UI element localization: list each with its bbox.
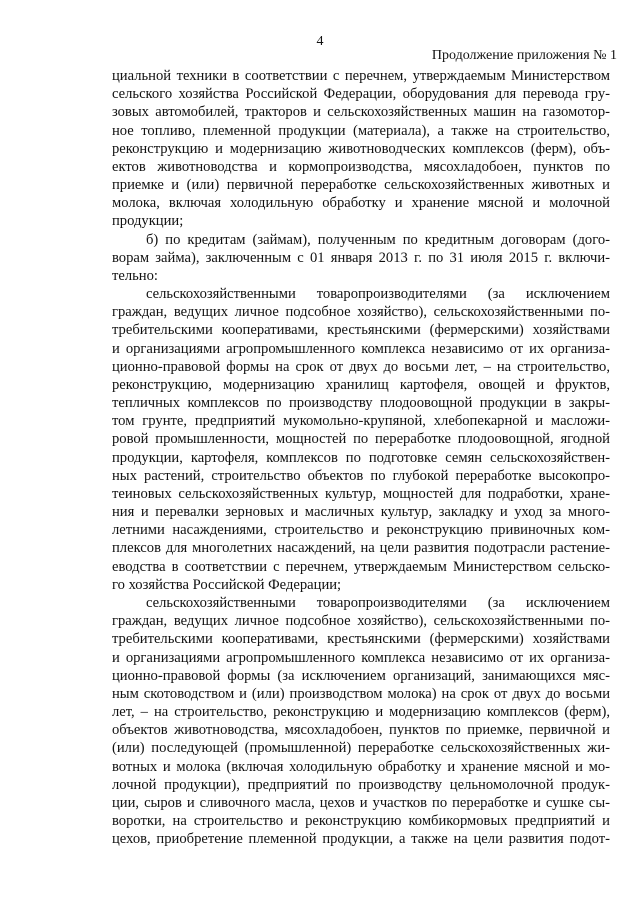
text-line: ния и перевалки зерновых и масличных культур, закладку и уход за много- [112, 504, 610, 521]
text-line: сельскохозяйственными товаропроизводителями (за исключением [146, 594, 610, 611]
text-line: воротки, на строительство и реконструкцию комбикормовых предприятий и [112, 813, 610, 830]
text-line: ционно-правовой формы (за исключением организаций, занимающихся мяс- [112, 667, 610, 684]
text-line: объектов животноводства, мясохладобоен, пунктов по приемке, первичной и [112, 722, 610, 739]
text-line: плексов для многолетних насаждений, на цели развития подотрасли растение- [112, 540, 610, 557]
text-line: требительскими кооперативами, крестьянскими (фермерскими) хозяйствами [112, 322, 610, 339]
text-line: ровой промышленности, мощностей по переработке плодоовощной, ягодной [112, 431, 610, 448]
text-line: го хозяйства Российской Федерации; [112, 576, 342, 593]
text-line: и организациями агропромышленного комплекса независимо от их организа- [112, 340, 610, 357]
text-line: еводства в соответствии с перечнем, утверждаемым Министерством сельско- [112, 558, 610, 575]
text-line: граждан, ведущих личное подсобное хозяйство), сельскохозяйственными по- [112, 304, 610, 321]
text-line: ное топливо, племенной продукции (материала), а также на строительство, [112, 122, 610, 139]
appendix-label: Продолжение приложения № 1 [431, 48, 617, 63]
text-line: лочной продукции), предприятий по производству цельномолочной продук- [112, 776, 610, 793]
text-line: вотных и молока (включая холодильную обработку и хранение мясной и мо- [112, 758, 610, 775]
text-line: ным скотоводством и (или) производством молока) на срок от двух до восьми [112, 685, 610, 702]
text-line: тельно: [112, 267, 158, 284]
text-line: (или) последующей (промышленной) переработке сельскохозяйственных жи- [112, 740, 610, 757]
text-line: теиновых сельскохозяйственных культур, мощностей для подработки, хране- [112, 485, 610, 502]
text-line: граждан, ведущих личное подсобное хозяйство), сельскохозяйственными по- [112, 613, 610, 630]
text-line: сельскохозяйственными товаропроизводителями (за исключением [146, 286, 610, 303]
text-line: продукции; [112, 213, 184, 230]
text-line: ционно-правовой формы на срок от двух до восьми лет, – на строительство, [112, 358, 610, 375]
text-line: и организациями агропромышленного комплекса независимо от их организа- [112, 649, 610, 666]
text-line: том грунте, предприятий мукомольно-крупяной, хлебопекарной и масложи- [112, 413, 610, 430]
text-line: циальной техники в соответствии с перечнем, утверждаемым Министерством [112, 68, 610, 84]
text-line: тепличных комплексов по производству плодоовощной продукции в закры- [112, 395, 610, 412]
text-line: ции, сыров и сливочного масла, цехов и участков по переработке и сушке сы- [112, 794, 610, 811]
text-line: молока, включая холодильную обработку и хранение мясной и молочной [112, 195, 610, 212]
text-line: цехов, приобретение племенной продукции, а также на цели развития подот- [112, 831, 610, 848]
text-line: летними насаждениями, строительство и реконструкцию привиночных ком- [112, 522, 610, 539]
text-line: ных растений, строительство объектов по глубокой переработке высокопро- [112, 467, 610, 484]
text-line: реконструкцию и модернизацию животноводческих комплексов (ферм), объ- [112, 140, 610, 157]
body-text [112, 67, 610, 848]
text-line: приемке и (или) первичной переработке сельскохозяйственных животных и [112, 177, 610, 194]
text-line: лет, – на строительство, реконструкцию и модернизацию комплексов (ферм), [112, 704, 610, 721]
text-line: продукции, картофеля, комплексов по подготовке семян сельскохозяйствен- [112, 449, 610, 466]
text-line: б) по кредитам (займам), полученным по кредитным договорам (дого- [146, 231, 610, 248]
page-number: 4 [316, 34, 324, 49]
text-line: ворам займа), заключенным с 01 января 2013 г. по 31 июля 2015 г. включи- [112, 249, 610, 266]
text-line: зовых автомобилей, тракторов и сельскохозяйственных машин на газомотор- [112, 104, 610, 121]
text-line: сельского хозяйства Российской Федерации, оборудования для перевода гру- [112, 86, 610, 103]
text-line: ектов животноводства и кормопроизводства, мясохладобоен, пунктов по [112, 158, 610, 175]
text-line: реконструкцию, модернизацию хранилищ картофеля, овощей и фруктов, [112, 376, 610, 393]
text-line: требительскими кооперативами, крестьянскими (фермерскими) хозяйствами [112, 631, 610, 648]
